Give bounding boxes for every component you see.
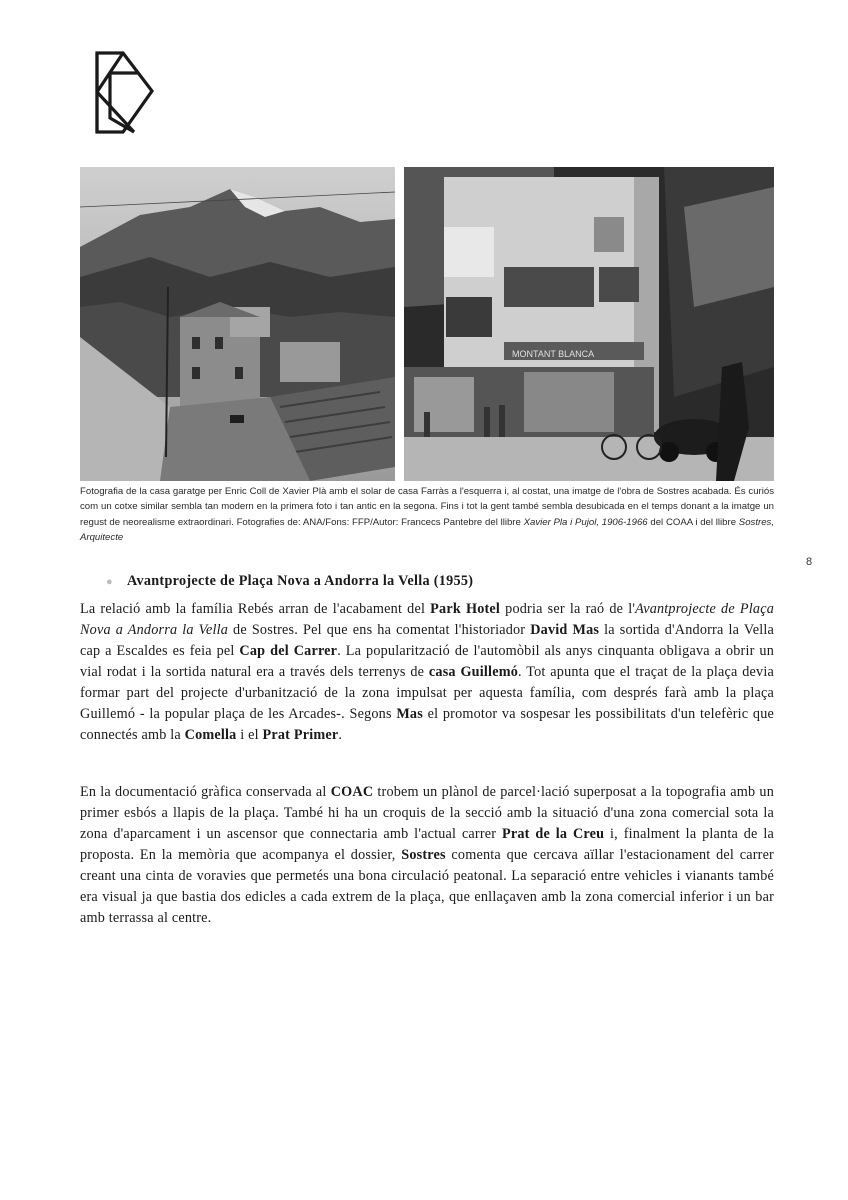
section-heading: ● Avantprojecte de Plaça Nova a Andorra la Vella (1955): [106, 573, 474, 589]
bullet-icon: ●: [106, 576, 113, 588]
modern-building-street-photo: [404, 167, 774, 481]
body-paragraph-1: La relació amb la família Rebés arran de l'acabament del Park Hotel podria ser la raó de l'Avantprojecte de Plaça Nova a Andorra la Vella de Sostres. Pel que ens ha comentat l'historiador David Mas la sortida d'Andorra la Vella cap a Escaldes es feia pel Cap del Carrer. La popularització de l'automòbil als anys cinquanta obligava a obrir un vial rodat i la sortida natural era a través dels terrenys de casa Guillemó. Tot apunta que el traçat de la plaça devia formar part del projecte d'urbanització de la zona impulsat per aquesta família, com després farà amb la plaça Guillemó - la popular plaça de les Arcades-. Segons Mas el promotor va sospesar les possibilitats d'un telefèric que connectés amb la Comella i el Prat Primer.: [80, 601, 774, 743]
body-paragraph-2: En la documentació gràfica conservada al COAC trobem un plànol de parcel·lació superposat a la topografia amb un primer esbós a llapis de la plaça. També hi ha un croquis de la secció amb la situació d'una zona comercial sota la zona d'aparcament i un ascensor que connectaria amb l'actual carrer Prat de la Creu i, finalment la planta de la proposta. En la memòria que acompanya el dossier, Sostres comenta que cercava aïllar l'estacionament del carrer creant una cinta de voravies que permetés una bona circulació peatonal. La separació entre vehicles i vianants també era visual ja que bastia dos edicles a cada extrem de la plaça, que enllaçaven amb la zona comercial inferior i un bar amb terrassa al centre.: [80, 784, 775, 926]
storefront-sign: MONTANT BLANCA: [512, 349, 595, 359]
page-number: 8: [806, 556, 813, 568]
photo-caption: Fotografia de la casa garatge per Enric Coll de Xavier Plà amb el solar de casa Farràs a l'esquerra i, al costat, una imatge de l'obra de Sostres acabada. És curiós com un cotxe similar sembla tan modern en la primera foto i tan antic en la segona. Fins i tot la gent també sembla desubicada en el temps donant a la imatge un regust de neorealisme extraordinari. Fotografies de: ANA/Fons: FFP/Autor: Francecs Pantebre del llibre Xavier Pla i Pujol, 1906-1966 del COAA i del llibre Sostres, Arquitecte: [80, 486, 774, 544]
old-town-mountain-photo: [80, 167, 395, 481]
architect-logo-icon: [92, 48, 156, 138]
